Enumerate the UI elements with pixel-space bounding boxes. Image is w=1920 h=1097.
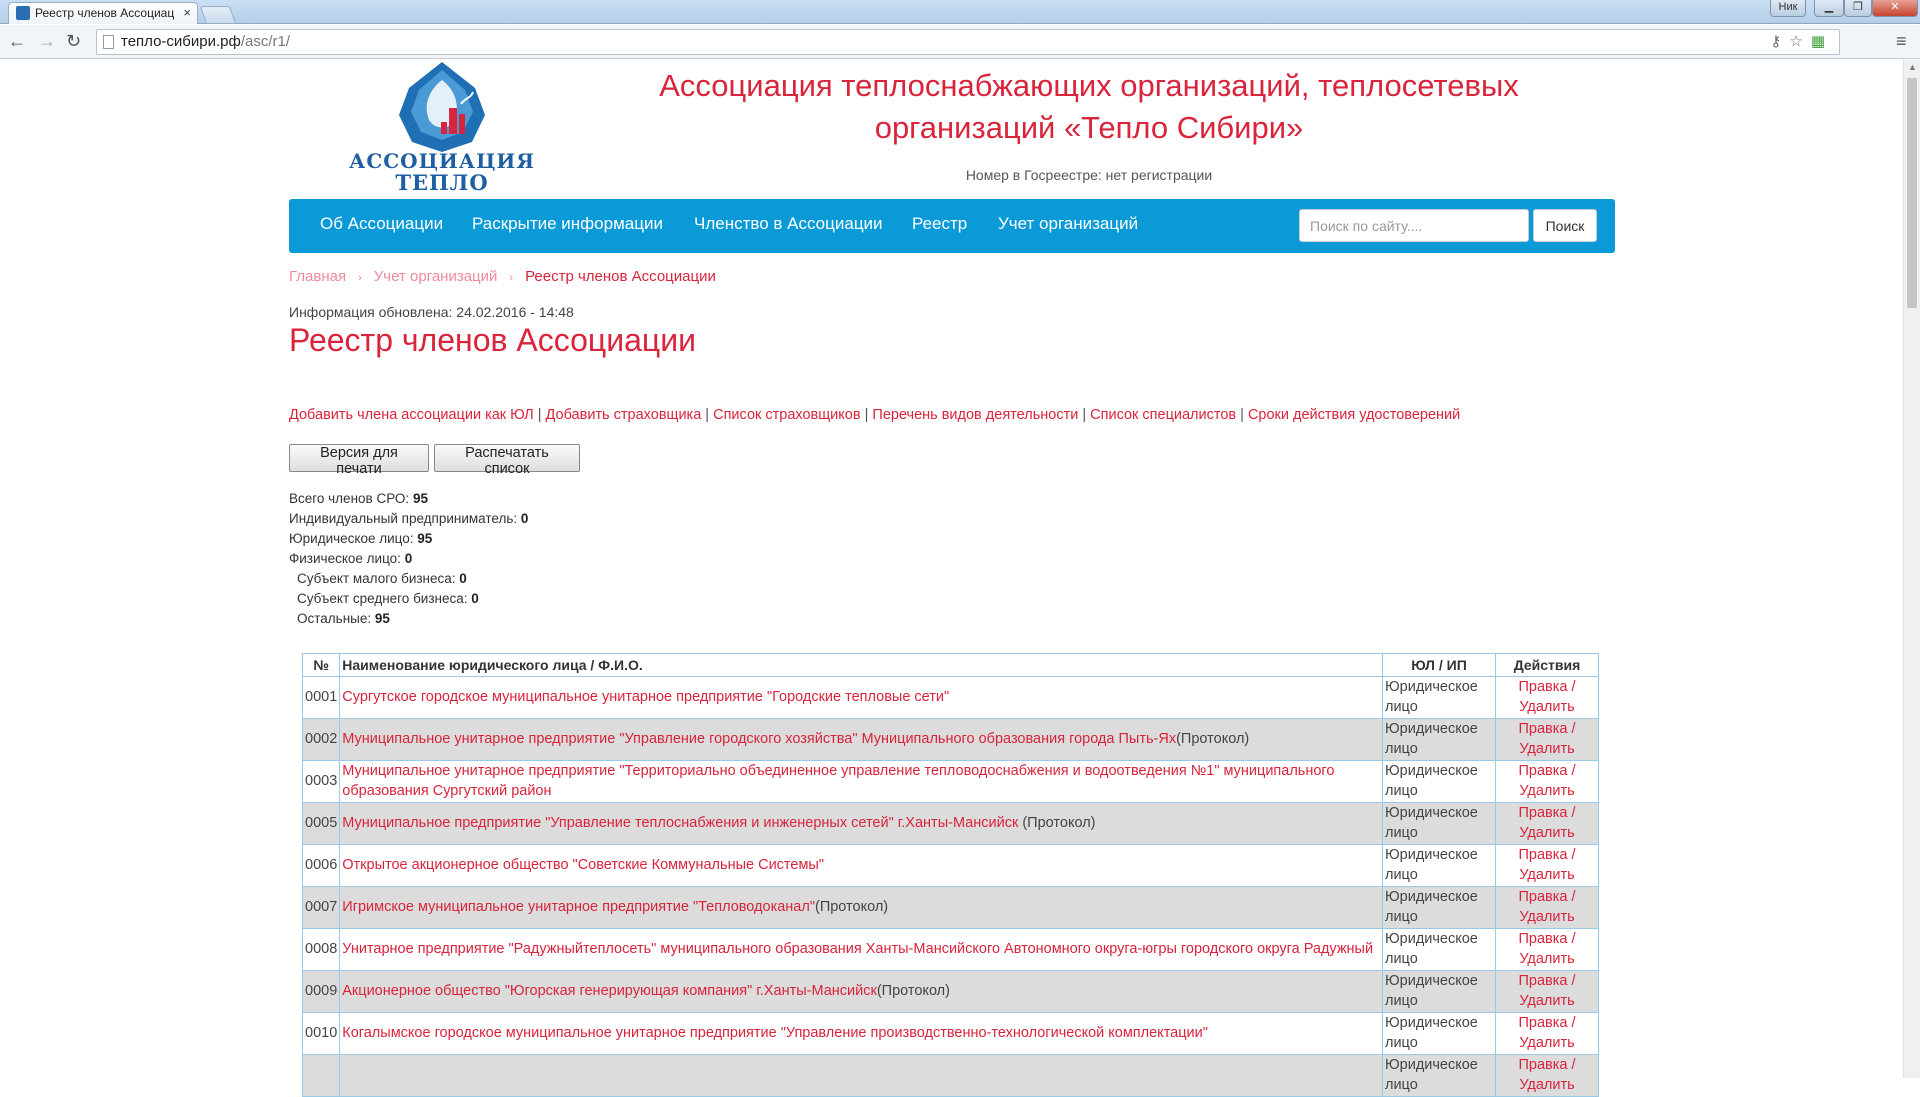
scrollbar-thumb[interactable] — [1907, 78, 1917, 308]
table-row — [303, 761, 1599, 803]
nav-item-registry[interactable]: Реестр — [912, 214, 968, 233]
row-name-cell — [340, 1013, 1383, 1055]
delete-link[interactable]: Удалить — [1519, 740, 1575, 757]
back-icon[interactable]: ← — [8, 31, 26, 51]
print-version-button[interactable]: Версия для печати — [289, 444, 429, 472]
row-type: Юридическое лицо — [1383, 1055, 1496, 1097]
row-actions — [1496, 929, 1599, 971]
member-name-link[interactable]: Акционерное общество "Югорская генерирующая компания" г.Ханты-Мансийск — [342, 982, 877, 999]
member-name-link[interactable]: Муниципальное предприятие "Управление теплоснабжения и инженерных сетей" г.Ханты-Мансийск — [342, 814, 1019, 831]
edit-link[interactable]: Правка / — [1518, 1015, 1576, 1031]
member-name-link[interactable]: Игримское муниципальное унитарное предприятие "Тепловодоканал" — [342, 898, 815, 915]
row-name-cell — [340, 803, 1383, 845]
stat-value: 0 — [471, 591, 479, 606]
table-row — [303, 887, 1599, 929]
row-name-cell — [340, 1055, 1383, 1097]
logo-text-line2: ТЕПЛО — [395, 170, 489, 195]
updated-timestamp: Информация обновлена: 24.02.2016 - 14:48 — [289, 304, 574, 320]
stat-value: 0 — [459, 571, 467, 586]
nav-item-organizations[interactable]: Учет организаций — [998, 214, 1139, 233]
delete-link[interactable]: Удалить — [1519, 1034, 1575, 1051]
row-name-cell — [340, 845, 1383, 887]
browser-tab[interactable] — [8, 2, 198, 24]
scroll-up-icon[interactable]: ▲ — [1908, 62, 1917, 72]
tab-close-icon[interactable]: × — [183, 5, 191, 20]
table-row — [303, 719, 1599, 761]
profile-button[interactable]: Ник — [1770, 0, 1806, 17]
table-header-row — [303, 654, 1599, 677]
certificate-terms-link[interactable]: Сроки действия удостоверений — [1247, 407, 1461, 423]
specialists-list-link[interactable]: Список специалистов — [1090, 407, 1237, 423]
row-number: 0009 — [303, 971, 340, 1013]
stat-value: 0 — [520, 511, 529, 526]
add-member-link[interactable]: Добавить члена ассоциации как ЮЛ — [289, 407, 534, 423]
row-type: Юридическое лицо — [1383, 971, 1496, 1013]
activities-list-link[interactable]: Перечень видов деятельности — [872, 407, 1079, 423]
row-name-cell — [340, 929, 1383, 971]
member-name-link[interactable]: Муниципальное унитарное предприятие "Управление городского хозяйства" Муниципального образования города Пыть-Ях — [342, 730, 1177, 747]
row-actions — [1496, 845, 1599, 887]
row-actions — [1496, 803, 1599, 845]
stat-label: Всего членов СРО: — [289, 491, 410, 506]
url-host: тепло-сибири.рф — [121, 33, 241, 50]
stat-value: 95 — [412, 491, 428, 506]
extension-icon[interactable]: ▦ — [1810, 33, 1833, 50]
row-actions — [1496, 1013, 1599, 1055]
row-type: Юридическое лицо — [1383, 1013, 1496, 1055]
member-name-link[interactable]: Открытое акционерное общество "Советские Коммунальные Системы" — [342, 856, 824, 873]
search-input[interactable] — [1299, 209, 1529, 242]
edit-link[interactable]: Правка / — [1518, 763, 1576, 779]
row-actions — [1496, 971, 1599, 1013]
members-table — [302, 653, 1599, 1097]
breadcrumb-separator-icon: › — [509, 272, 514, 284]
row-number: 0008 — [303, 929, 340, 971]
column-header-name: Наименование юридического лица / Ф.И.О. — [340, 654, 1383, 677]
delete-link[interactable]: Удалить — [1519, 1076, 1575, 1093]
delete-link[interactable]: Удалить — [1519, 950, 1575, 967]
add-insurer-link[interactable]: Добавить страховщика — [545, 407, 702, 423]
site-title: Ассоциация теплоснабжающих организаций, теплосетевых организаций «Тепло Сибири» — [659, 68, 1519, 145]
row-name-cell — [340, 677, 1383, 719]
delete-link[interactable]: Удалить — [1519, 992, 1575, 1009]
registry-number: Номер в Госреестре: нет регистрации — [965, 167, 1213, 183]
delete-link[interactable]: Удалить — [1519, 698, 1575, 715]
row-type: Юридическое лицо — [1383, 929, 1496, 971]
minimize-icon[interactable]: ▁ — [1814, 0, 1844, 17]
protocol-note: (Протокол) — [876, 982, 950, 999]
member-statistics — [289, 489, 528, 629]
browser-tab-strip — [0, 0, 1920, 24]
page-title: Реестр членов Ассоциации — [289, 322, 696, 358]
edit-link[interactable]: Правка / — [1518, 1057, 1576, 1073]
key-icon[interactable]: ⚷ — [1770, 33, 1790, 50]
member-name-link[interactable]: Сургутское городское муниципальное унитарное предприятие "Городские тепловые сети" — [342, 688, 950, 705]
row-number: 0001 — [303, 677, 340, 719]
stat-label: Субъект среднего бизнеса: — [297, 591, 468, 606]
forward-icon[interactable]: → — [38, 31, 56, 51]
page-viewport — [0, 60, 1903, 1093]
edit-link[interactable]: Правка / — [1518, 889, 1576, 905]
table-row — [303, 929, 1599, 971]
main-navbar — [289, 199, 1615, 253]
nav-item-about[interactable]: Об Ассоциации — [320, 214, 444, 233]
member-name-link[interactable]: Унитарное предприятие "Радужныйтеплосеть" муниципального образования Ханты-Мансийского Автономного округа-югры городского округа Радужный — [342, 940, 1374, 957]
row-type: Юридическое лицо — [1383, 887, 1496, 929]
column-header-number: № — [303, 654, 340, 677]
tab-title: Реестр членов Ассоциац — [35, 6, 175, 20]
stat-label: Субъект малого бизнеса: — [297, 571, 456, 586]
breadcrumb-separator-icon: › — [358, 272, 362, 284]
link-separator: | — [860, 407, 873, 423]
row-name-cell — [340, 761, 1383, 803]
edit-link[interactable]: Правка / — [1518, 679, 1576, 695]
row-number: 0002 — [303, 719, 340, 761]
search-button[interactable]: Поиск — [1533, 209, 1597, 242]
stat-label: Физическое лицо: — [289, 551, 401, 566]
link-separator: | — [701, 407, 714, 423]
insurers-list-link[interactable]: Список страховщиков — [713, 407, 861, 423]
row-actions — [1496, 887, 1599, 929]
favicon-icon — [16, 6, 30, 20]
stat-value: 95 — [374, 611, 390, 626]
edit-link[interactable]: Правка / — [1518, 805, 1576, 821]
menu-icon[interactable]: ≡ — [1896, 31, 1907, 51]
maximize-icon[interactable]: ❐ — [1844, 0, 1872, 17]
protocol-note: (Протокол) — [1018, 814, 1096, 831]
stat-label: Индивидуальный предприниматель: — [289, 511, 518, 526]
url-path: /asc/r1/ — [240, 33, 291, 50]
edit-link[interactable]: Правка / — [1518, 931, 1576, 947]
edit-link[interactable]: Правка / — [1518, 721, 1576, 737]
table-row — [303, 971, 1599, 1013]
stat-value: 95 — [417, 531, 433, 546]
link-separator: | — [1078, 407, 1091, 423]
breadcrumb-home[interactable]: Главная — [289, 268, 347, 285]
row-number: 0005 — [303, 803, 340, 845]
browser-toolbar — [0, 25, 1920, 59]
row-number: 0010 — [303, 1013, 340, 1055]
new-tab-button[interactable] — [200, 6, 237, 24]
breadcrumb-current: Реестр членов Ассоциации — [525, 268, 716, 285]
bookmark-star-icon[interactable]: ☆ — [1789, 33, 1811, 50]
protocol-note: (Протокол) — [1176, 730, 1250, 747]
page-icon — [103, 35, 114, 49]
row-type: Юридическое лицо — [1383, 761, 1496, 803]
row-number: 0007 — [303, 887, 340, 929]
row-number: 0006 — [303, 845, 340, 887]
table-row — [303, 845, 1599, 887]
row-actions — [1496, 677, 1599, 719]
row-type: Юридическое лицо — [1383, 845, 1496, 887]
breadcrumb-parent[interactable]: Учет организаций — [373, 268, 498, 285]
edit-link[interactable]: Правка / — [1518, 847, 1576, 863]
member-name-link[interactable]: Когалымское городское муниципальное унитарное предприятие "Управление производственно-технологической комплектации" — [342, 1024, 1208, 1041]
column-header-type: ЮЛ / ИП — [1383, 654, 1496, 677]
row-number — [303, 1055, 340, 1097]
protocol-note: (Протокол) — [814, 898, 889, 915]
reload-icon[interactable]: ↻ — [66, 31, 82, 51]
row-number: 0003 — [303, 761, 340, 803]
action-links — [289, 407, 1460, 423]
row-name-cell — [340, 887, 1383, 929]
delete-link[interactable]: Удалить — [1519, 908, 1575, 925]
stat-label: Остальные: — [297, 611, 372, 626]
table-row — [303, 1013, 1599, 1055]
nav-item-disclosure[interactable]: Раскрытие информации — [472, 214, 663, 233]
stat-label: Юридическое лицо: — [289, 531, 414, 546]
address-bar[interactable] — [96, 29, 1840, 55]
stat-value: 0 — [404, 551, 413, 566]
row-name-cell — [340, 971, 1383, 1013]
member-name-link[interactable]: Муниципальное унитарное предприятие "Территориально объединенное управление тепловодоснабжения и водоотведения №1" муниципального образования Сургутский район — [342, 763, 1335, 799]
delete-link[interactable]: Удалить — [1519, 866, 1575, 883]
row-actions — [1496, 761, 1599, 803]
delete-link[interactable]: Удалить — [1519, 782, 1575, 799]
print-list-button[interactable]: Распечатать список — [434, 444, 580, 472]
row-actions — [1496, 719, 1599, 761]
close-window-icon[interactable]: ✕ — [1872, 0, 1918, 17]
row-type: Юридическое лицо — [1383, 719, 1496, 761]
row-type: Юридическое лицо — [1383, 803, 1496, 845]
link-separator: | — [533, 407, 546, 423]
column-header-actions: Действия — [1496, 654, 1599, 677]
logo-text-line1: АССОЦИАЦИЯ — [349, 149, 535, 173]
delete-link[interactable]: Удалить — [1519, 824, 1575, 841]
row-name-cell — [340, 719, 1383, 761]
members-table-body — [303, 677, 1599, 1097]
table-row — [303, 803, 1599, 845]
link-separator: | — [1236, 407, 1248, 423]
nav-item-membership[interactable]: Членство в Ассоциации — [694, 214, 883, 233]
row-actions — [1496, 1055, 1599, 1097]
table-row — [303, 677, 1599, 719]
table-row — [303, 1055, 1599, 1097]
edit-link[interactable]: Правка / — [1518, 973, 1576, 989]
row-type: Юридическое лицо — [1383, 677, 1496, 719]
breadcrumb — [289, 268, 716, 285]
vertical-scrollbar[interactable] — [1903, 60, 1920, 1078]
